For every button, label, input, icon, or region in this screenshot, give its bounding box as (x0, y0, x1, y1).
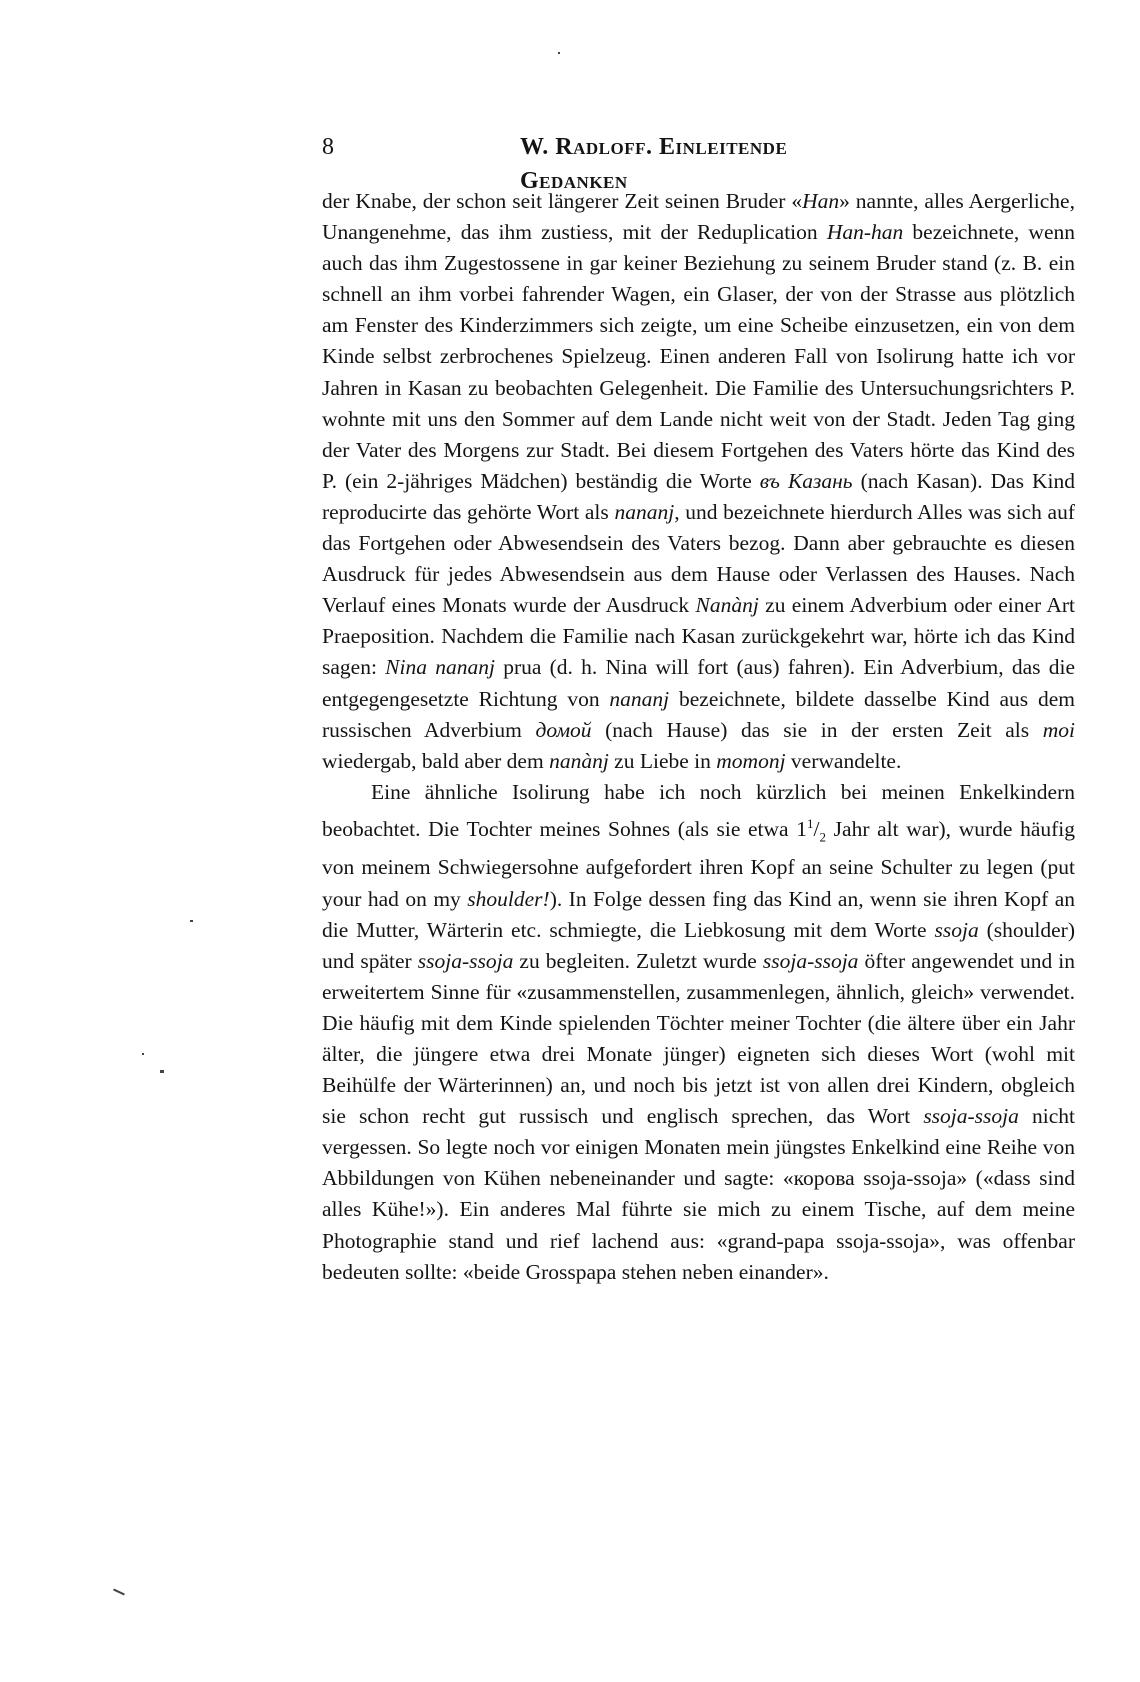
scan-speck (160, 1070, 164, 1073)
scan-speck (113, 1589, 125, 1596)
fraction-denominator: 2 (819, 829, 826, 845)
scan-speck (558, 52, 560, 54)
page-number: 8 (322, 134, 334, 160)
scan-speck (142, 1053, 144, 1055)
page-header (322, 130, 888, 194)
paragraph-1: der Knabe, der schon seit längerer Zeit seinen Bruder «Han» nannte, alles Aergerliche, Unangenehme, das ihm zustiess, mit der Reduplication Han-han bezeichnete, wenn auch das ihm Zugestossene in gar keiner Beziehung zu seinem Bruder stand (z. B. ein schnell an ihm vorbei fahrender Wagen, ein Glaser, der von der Strasse aus plötzlich am Fenster des Kinderzimmers sich zeigte, um eine Scheibe einzusetzen, ein von dem Kinde selbst zerbrochenes Spielzeug. Einen anderen Fall von Isolirung hatte ich vor Jahren in Kasan zu beobachten Gelegenheit. Die Familie des Untersuchungsrichters P. wohnte mit uns den Sommer auf dem Lande nicht weit von der Stadt. Jeden Tag ging der Vater des Morgens zur Stadt. Bei diesem Fortgehen des Vaters hörte das Kind des P. (ein 2-jähriges Mädchen) beständig die Worte въ Казань (nach Kasan). Das Kind reproducirte das gehörte Wort als nananj, und bezeichnete hierdurch Alles was sich auf das Fortgehen oder Abwesendsein des Vaters bezog. Dann aber gebrauchte es diesen Ausdruck für jedes Abwesendsein aus dem Hause oder Verlassen des Hauses. Nach Verlauf eines Monats wurde der Ausdruck Nanànj zu einem Adverbium oder einer Art Praeposition. Nachdem die Familie nach Kasan zurückgekehrt war, hörte ich das Kind sagen: Nina nananj prua (d. h. Nina will fort (aus) fahren). Ein Adverbium, das die entgegengesetzte Richtung von nananj bezeichnete, bildete dasselbe Kind aus dem russischen Adverbium домой (nach Hause) das sie in der ersten Zeit als moi wiedergab, bald aber dem nanànj zu Liebe in momonj verwandelte. (322, 189, 1076, 773)
fraction-slash: / (813, 817, 820, 842)
body-text (322, 186, 1075, 1288)
scan-speck (190, 920, 193, 922)
fraction-numerator: 1 (807, 815, 814, 831)
paragraph-2: Eine ähnliche Isolirung habe ich noch kürzlich bei meinen Enkelkindern beobachtet. Die Tochter meines Sohnes (als sie etwa $1^1/_2$ Jahr alt war), wurde häufig von meinem Schwiegersohne aufgefordert ihren Kopf an seine Schulter zu legen (put your had on my shoulder!). In Folge dessen fing das Kind an, wenn sie ihren Kopf an die Mutter, Wärterin etc. schmiegte, die Liebkosung mit dem Worte ssoja (shoulder) und später ssoja-ssoja zu begleiten. Zuletzt wurde ssoja-ssoja öfter angewendet und in erweitertem Sinne für «zusammenstellen, zusammenlegen, ähnlich, gleich» verwendet. Die häufig mit dem Kinde spielenden Töchter meiner Tochter (die ältere über ein Jahr älter, die jüngere etwa drei Monate jünger) eigneten sich dieses Wort (wohl mit Beihülfe der Wärterinnen) an, und noch bis jetzt ist von allen drei Kindern, obgleich sie schon recht gut russisch und englisch sprechen, das Wort ssoja-ssoja nicht vergessen. So legte noch vor einigen Monaten mein jüngstes Enkelkind eine Reihe von Abbildungen von Kühen nebeneinander und sagte: «корова ssoja-ssoja» («dass sind alles Kühe!»). Ein anderes Mal führte sie mich zu einem Tische, auf dem meine Photographie stand und rief lachend aus: «grand-papa ssoja-ssoja», was offenbar bedeuten sollte: «beide Grosspapa stehen neben einander». (322, 779, 1076, 1284)
running-title: W. Radloff. Einleitende Gedanken (520, 134, 788, 194)
